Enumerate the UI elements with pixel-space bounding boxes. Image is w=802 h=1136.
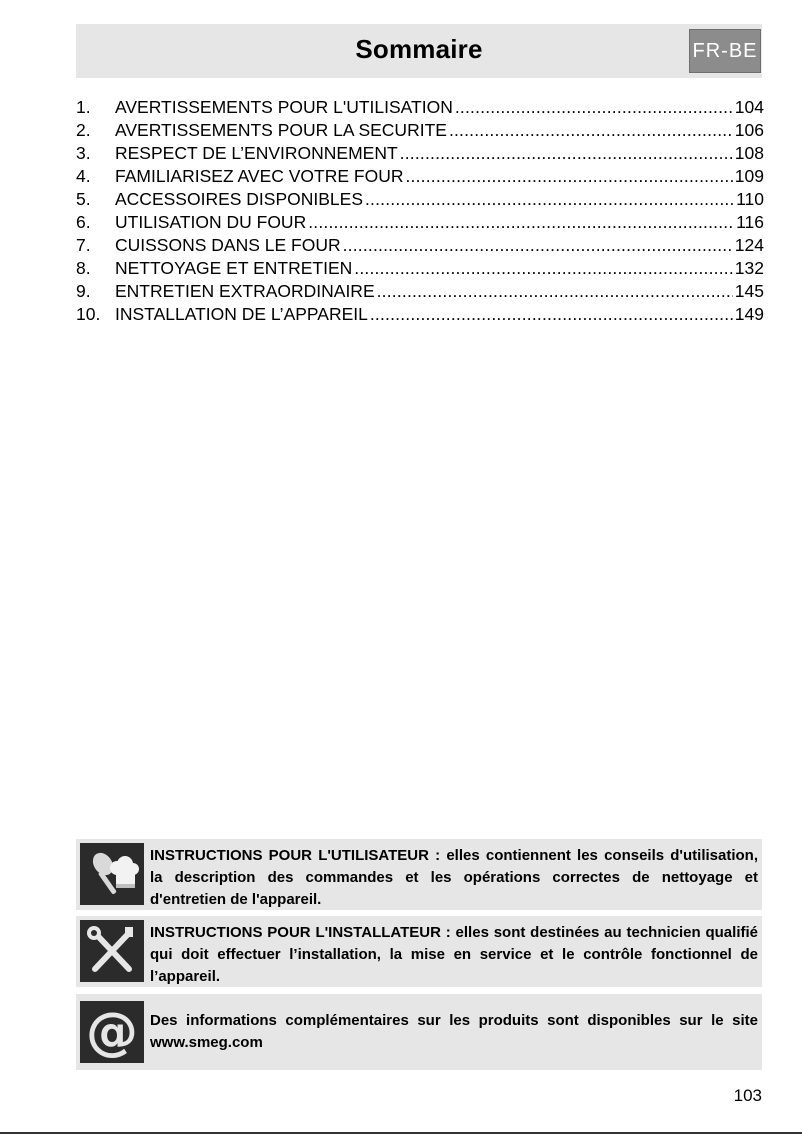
toc-page: 124	[734, 235, 764, 255]
toc-title: ACCESSOIRES DISPONIBLES	[115, 189, 363, 209]
tools-icon	[80, 920, 144, 982]
toc-number: 5.	[76, 189, 91, 209]
toc-number: 7.	[76, 235, 91, 255]
language-badge: FR-BE	[689, 29, 761, 73]
toc-leader	[405, 165, 732, 188]
toc-title: NETTOYAGE ET ENTRETIEN	[115, 258, 353, 278]
toc-row[interactable]	[76, 119, 764, 142]
header-bar	[76, 24, 762, 78]
toc-leader	[365, 188, 734, 211]
toc-title: UTILISATION DU FOUR	[115, 212, 307, 232]
toc-leader	[354, 257, 733, 280]
toc-page: 145	[734, 281, 764, 301]
toc-leader	[455, 96, 733, 119]
toc-leader	[308, 211, 734, 234]
user-instructions-text: INSTRUCTIONS POUR L'UTILISATEUR : elles contiennent les conseils d'utilisation, la description des commandes et les opérations correctes de nettoyage et d'entretien de l'appareil.	[150, 847, 758, 908]
toc-row[interactable]	[76, 257, 764, 280]
toc-row[interactable]	[76, 234, 764, 257]
toc-row[interactable]	[76, 188, 764, 211]
toc-title: FAMILIARISEZ AVEC VOTRE FOUR	[115, 166, 404, 186]
toc-row[interactable]	[76, 165, 764, 188]
web-info-box	[76, 994, 762, 1070]
page-title: Sommaire	[355, 34, 483, 64]
toc-row[interactable]	[76, 280, 764, 303]
toc-number: 10.	[76, 304, 101, 324]
toc-title: CUISSONS DANS LE FOUR	[115, 235, 341, 255]
installer-instructions-text: INSTRUCTIONS POUR L'INSTALLATEUR : elles sont destinées au technicien qualifié qui doit effectuer l’installation, la mise en service et le contrôle fonctionnel de l’appareil.	[150, 924, 758, 985]
at-sign-icon: @	[80, 1001, 144, 1063]
toc-leader	[343, 234, 733, 257]
toc-leader	[377, 280, 733, 303]
toc-page: 110	[736, 189, 764, 209]
toc-page: 116	[736, 212, 764, 232]
toc-page: 108	[734, 143, 764, 163]
toc-title: ENTRETIEN EXTRAORDINAIRE	[115, 281, 375, 301]
toc-page: 104	[734, 97, 764, 117]
toc-page: 106	[734, 120, 764, 140]
toc-row[interactable]	[76, 211, 764, 234]
toc-number: 2.	[76, 120, 91, 140]
toc-number: 4.	[76, 166, 91, 186]
toc-title: AVERTISSEMENTS POUR LA SECURITE	[115, 120, 447, 140]
toc-page: 149	[734, 304, 764, 324]
toc-number: 6.	[76, 212, 91, 232]
toc-title: AVERTISSEMENTS POUR L'UTILISATION	[115, 97, 453, 117]
toc-page: 109	[734, 166, 764, 186]
toc-number: 1.	[76, 97, 91, 117]
toc-leader	[370, 303, 733, 326]
page-number: 103	[733, 1086, 762, 1105]
toc-row[interactable]	[76, 96, 764, 119]
toc-page: 132	[734, 258, 764, 278]
toc-leader	[449, 119, 733, 142]
web-info-text: Des informations complémentaires sur les produits sont disponibles sur le site www.smeg.com	[150, 1012, 758, 1051]
toc-number: 8.	[76, 258, 91, 278]
toc-number: 3.	[76, 143, 91, 163]
toc-number: 9.	[76, 281, 91, 301]
toc-title: RESPECT DE L’ENVIRONNEMENT	[115, 143, 398, 163]
installer-instructions-box	[76, 916, 762, 987]
user-instructions-box	[76, 839, 762, 910]
bottom-rule	[0, 1132, 802, 1134]
table-of-contents	[76, 96, 764, 326]
toc-row[interactable]	[76, 303, 764, 326]
toc-leader	[400, 142, 733, 165]
toc-title: INSTALLATION DE L’APPAREIL	[115, 304, 368, 324]
toc-row[interactable]	[76, 142, 764, 165]
chef-spoon-icon	[80, 843, 144, 905]
